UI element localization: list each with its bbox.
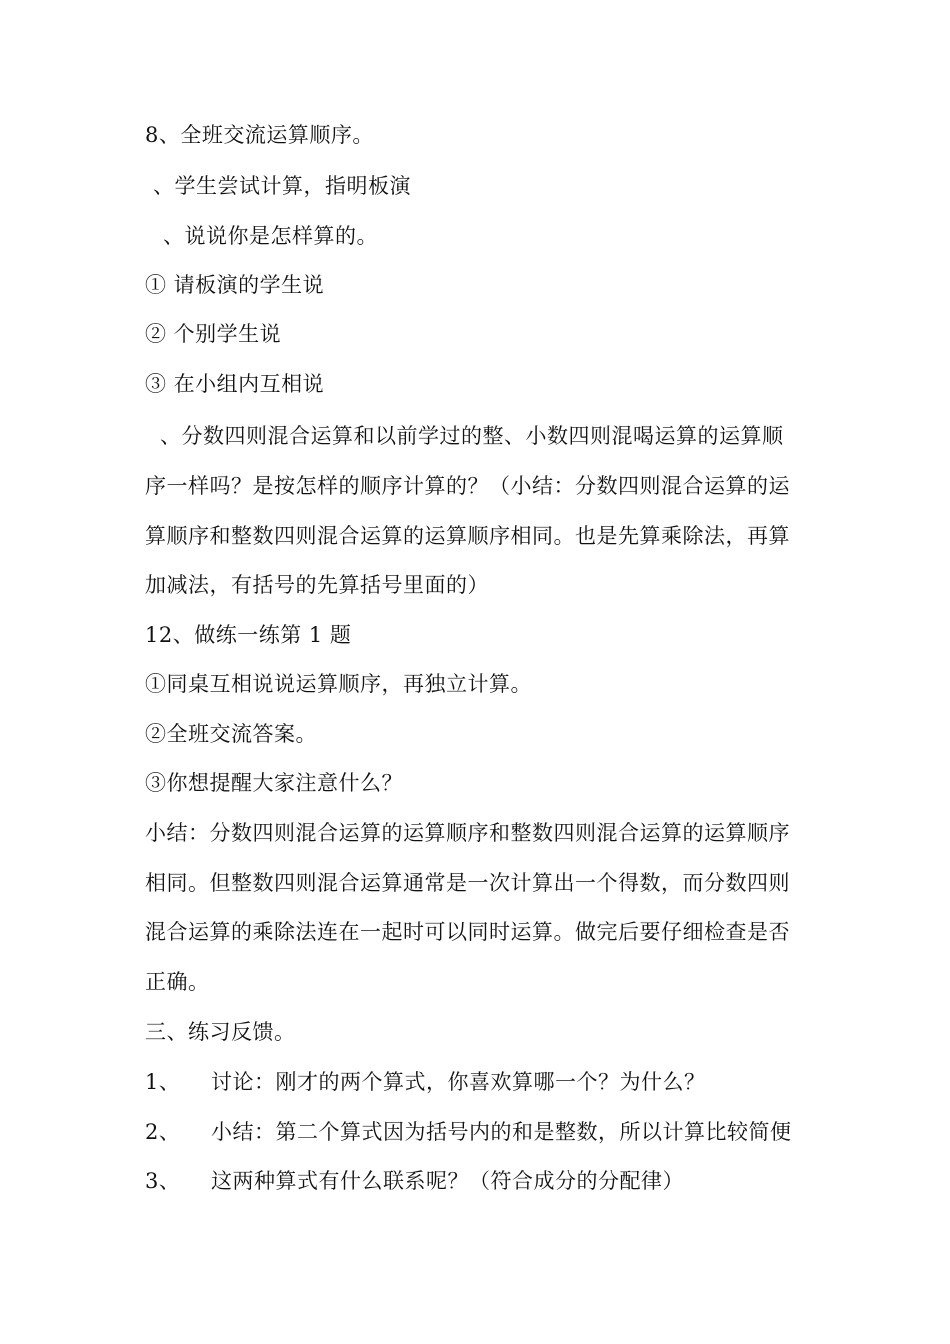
numbered-item [145, 1116, 815, 1148]
item-number: 3、 [145, 1169, 181, 1193]
item-text: 小结：第二个算式因为括号内的和是整数，所以计算比较简便 [211, 1120, 792, 1144]
text-line: ①同桌互相说说运算顺序，再独立计算。 [145, 672, 532, 696]
item-text: 这两种算式有什么联系呢？（符合成分的分配律） [211, 1169, 684, 1193]
text-line: 相同。但整数四则混合运算通常是一次计算出一个得数，而分数四则 [145, 871, 790, 895]
numbered-item [145, 1066, 815, 1098]
text-line: 算顺序和整数四则混合运算的运算顺序相同。也是先算乘除法，再算 [145, 524, 790, 548]
text-line: 、学生尝试计算，指明板演 [153, 174, 411, 198]
text-line: 正确。 [145, 970, 210, 994]
text-line: 8、全班交流运算顺序。 [145, 123, 374, 147]
text-line: 小结：分数四则混合运算的运算顺序和整数四则混合运算的运算顺序 [145, 821, 790, 845]
text-line: 12、做练一练第 1 题 [145, 623, 352, 647]
text-line: 、说说你是怎样算的。 [163, 224, 378, 248]
item-number: 1、 [145, 1070, 181, 1094]
text-line: ② 个别学生说 [145, 322, 282, 346]
text-line: 混合运算的乘除法连在一起时可以同时运算。做完后要仔细检查是否 [145, 920, 790, 944]
text-line: 加减法，有括号的先算括号里面的） [145, 573, 489, 597]
text-line: ① 请板演的学生说 [145, 273, 325, 297]
text-line: 三、练习反馈。 [145, 1020, 296, 1044]
item-number: 2、 [145, 1120, 181, 1144]
text-line: 序一样吗？是按怎样的顺序计算的？（小结：分数四则混合运算的运 [145, 474, 790, 498]
item-text: 讨论：刚才的两个算式，你喜欢算哪一个？为什么？ [211, 1070, 706, 1094]
text-line: ②全班交流答案。 [145, 722, 317, 746]
text-line: 、分数四则混合运算和以前学过的整、小数四则混喝运算的运算顺 [160, 424, 784, 448]
numbered-item [145, 1165, 815, 1197]
text-line: ③你想提醒大家注意什么？ [145, 771, 403, 795]
text-line: ③ 在小组内互相说 [145, 372, 325, 396]
